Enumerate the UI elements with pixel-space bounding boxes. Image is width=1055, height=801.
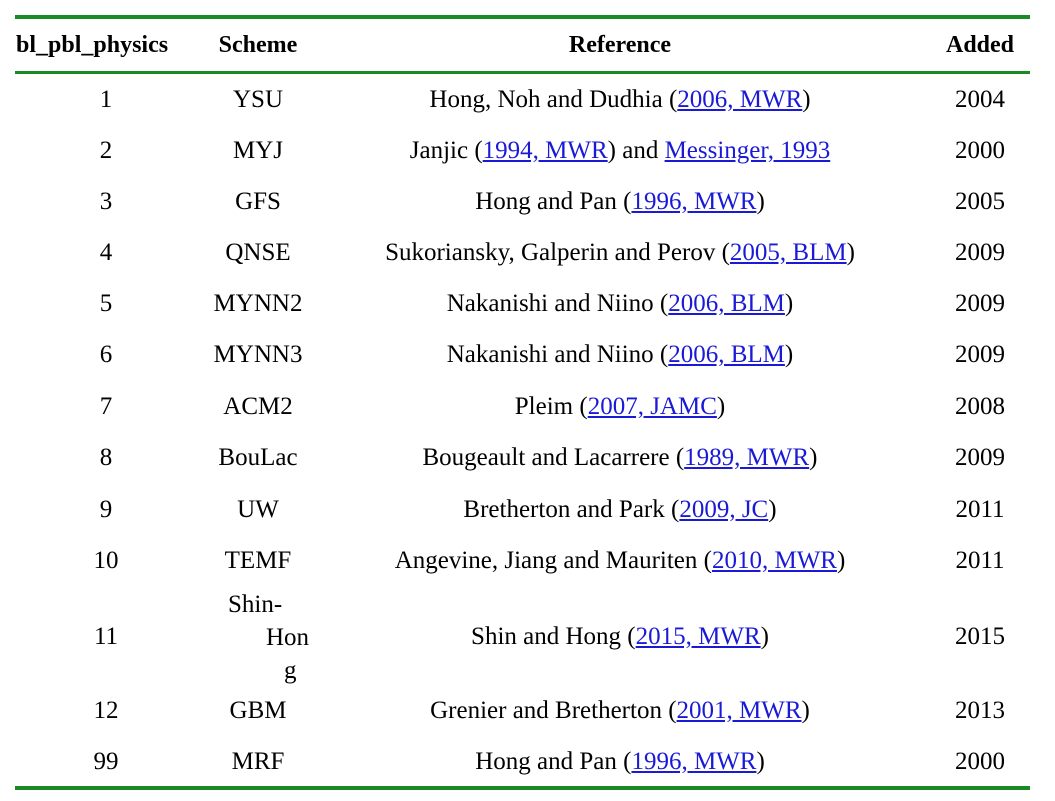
added-year: 2005 [955,188,1005,215]
scheme-name: TEMF [224,547,292,574]
reference-link[interactable]: 2001, MWR [676,697,802,724]
table-row [0,77,1055,123]
added-year: 2011 [955,547,1005,574]
scheme-name: GFS [235,188,281,215]
physics-number: 3 [99,188,113,215]
scheme-name: ACM2 [223,393,293,420]
table-row [0,384,1055,430]
reference-link[interactable]: 1996, MWR [631,748,757,775]
added-year: 2004 [955,86,1005,113]
scheme-name: MYNN2 [213,290,303,317]
physics-number: 2 [99,137,113,164]
reference: Hong and Pan ( 1996, MWR ) [475,748,765,775]
reference: Pleim ( 2007, JAMC ) [514,393,726,420]
physics-number: 1 [99,86,113,113]
reference: Nakanishi and Niino ( 2006, BLM ) [446,290,794,317]
table-row [0,179,1055,225]
table-row [0,435,1055,481]
reference: Hong and Pan ( 1996, MWR ) [475,188,765,215]
physics-number: 7 [99,393,113,420]
reference: Nakanishi and Niino ( 2006, BLM ) [446,341,794,368]
physics-number: 99 [93,748,119,775]
reference: Sukoriansky, Galperin and Perov ( 2005, BLM ) [385,239,855,266]
added-year: 2011 [955,496,1005,523]
reference-link[interactable]: 2006, BLM [668,341,785,368]
table-row [0,688,1055,734]
reference: Hong, Noh and Dudhia ( 2006, MWR ) [429,86,811,113]
reference-link[interactable]: 2007, JAMC [587,393,717,420]
physics-number: 8 [99,444,113,471]
table-row [0,538,1055,584]
reference-link[interactable]: 2010, MWR [711,547,837,574]
scheme-name: GBM [229,697,287,724]
physics-number: 10 [93,547,119,574]
scheme-name-line: Hon [266,623,310,651]
scheme-name [202,588,314,686]
physics-number: 9 [99,496,113,523]
header-added: Added [945,32,1015,58]
table-top-rule [15,15,1030,19]
added-year: 2000 [955,137,1005,164]
reference: Bretherton and Park ( 2009, JC ) [463,496,777,523]
scheme-name: BouLac [218,444,298,471]
scheme-name: YSU [232,86,283,113]
reference: Janjic ( 1994, MWR ) and Messinger, 1993 [409,137,831,164]
reference-link[interactable]: 2006, BLM [668,290,785,317]
reference-link[interactable]: 1996, MWR [631,188,757,215]
reference-link[interactable]: 2005, BLM [729,239,847,266]
reference: Shin and Hong ( 2015, MWR ) [471,623,769,650]
reference-link[interactable]: 2015, MWR [635,623,761,650]
scheme-name: MRF [231,748,285,775]
added-year: 2009 [955,239,1005,266]
table-row [0,128,1055,174]
header-rule [15,71,1030,74]
reference-link-secondary[interactable]: Messinger, 1993 [664,137,831,164]
added-year: 2009 [955,444,1005,471]
table-row [0,332,1055,378]
scheme-name: UW [237,496,279,523]
table-row [0,739,1055,785]
reference-link[interactable]: 2006, MWR [677,86,803,113]
added-year: 2013 [955,697,1005,724]
added-year: 2015 [955,623,1005,650]
physics-number: 6 [99,341,113,368]
added-year: 2008 [955,393,1005,420]
reference-link[interactable]: 1994, MWR [482,137,608,164]
table-row [0,588,1055,686]
table-row [0,230,1055,276]
table-row [0,487,1055,533]
added-year: 2000 [955,748,1005,775]
reference: Grenier and Bretherton ( 2001, MWR ) [430,697,810,724]
physics-number: 11 [93,623,119,650]
scheme-name-line: g [284,656,297,684]
scheme-name-line: Shin- [228,590,283,618]
physics-number: 12 [93,697,119,724]
physics-number: 5 [99,290,113,317]
added-year: 2009 [955,341,1005,368]
reference: Bougeault and Lacarrere ( 1989, MWR ) [422,444,818,471]
header-reference: Reference [568,32,672,58]
reference: Angevine, Jiang and Mauriten ( 2010, MWR ) [394,547,846,574]
scheme-name: QNSE [225,239,291,266]
reference-link[interactable]: 2009, JC [679,496,769,523]
header-bl-pbl-physics: bl_pbl_physics [16,32,169,58]
added-year: 2009 [955,290,1005,317]
header-scheme: Scheme [218,32,298,58]
physics-number: 4 [99,239,113,266]
table-bottom-rule [15,786,1030,790]
reference-link[interactable]: 1989, MWR [684,444,810,471]
scheme-name: MYNN3 [213,341,303,368]
scheme-name: MYJ [232,137,283,164]
table-row [0,281,1055,327]
